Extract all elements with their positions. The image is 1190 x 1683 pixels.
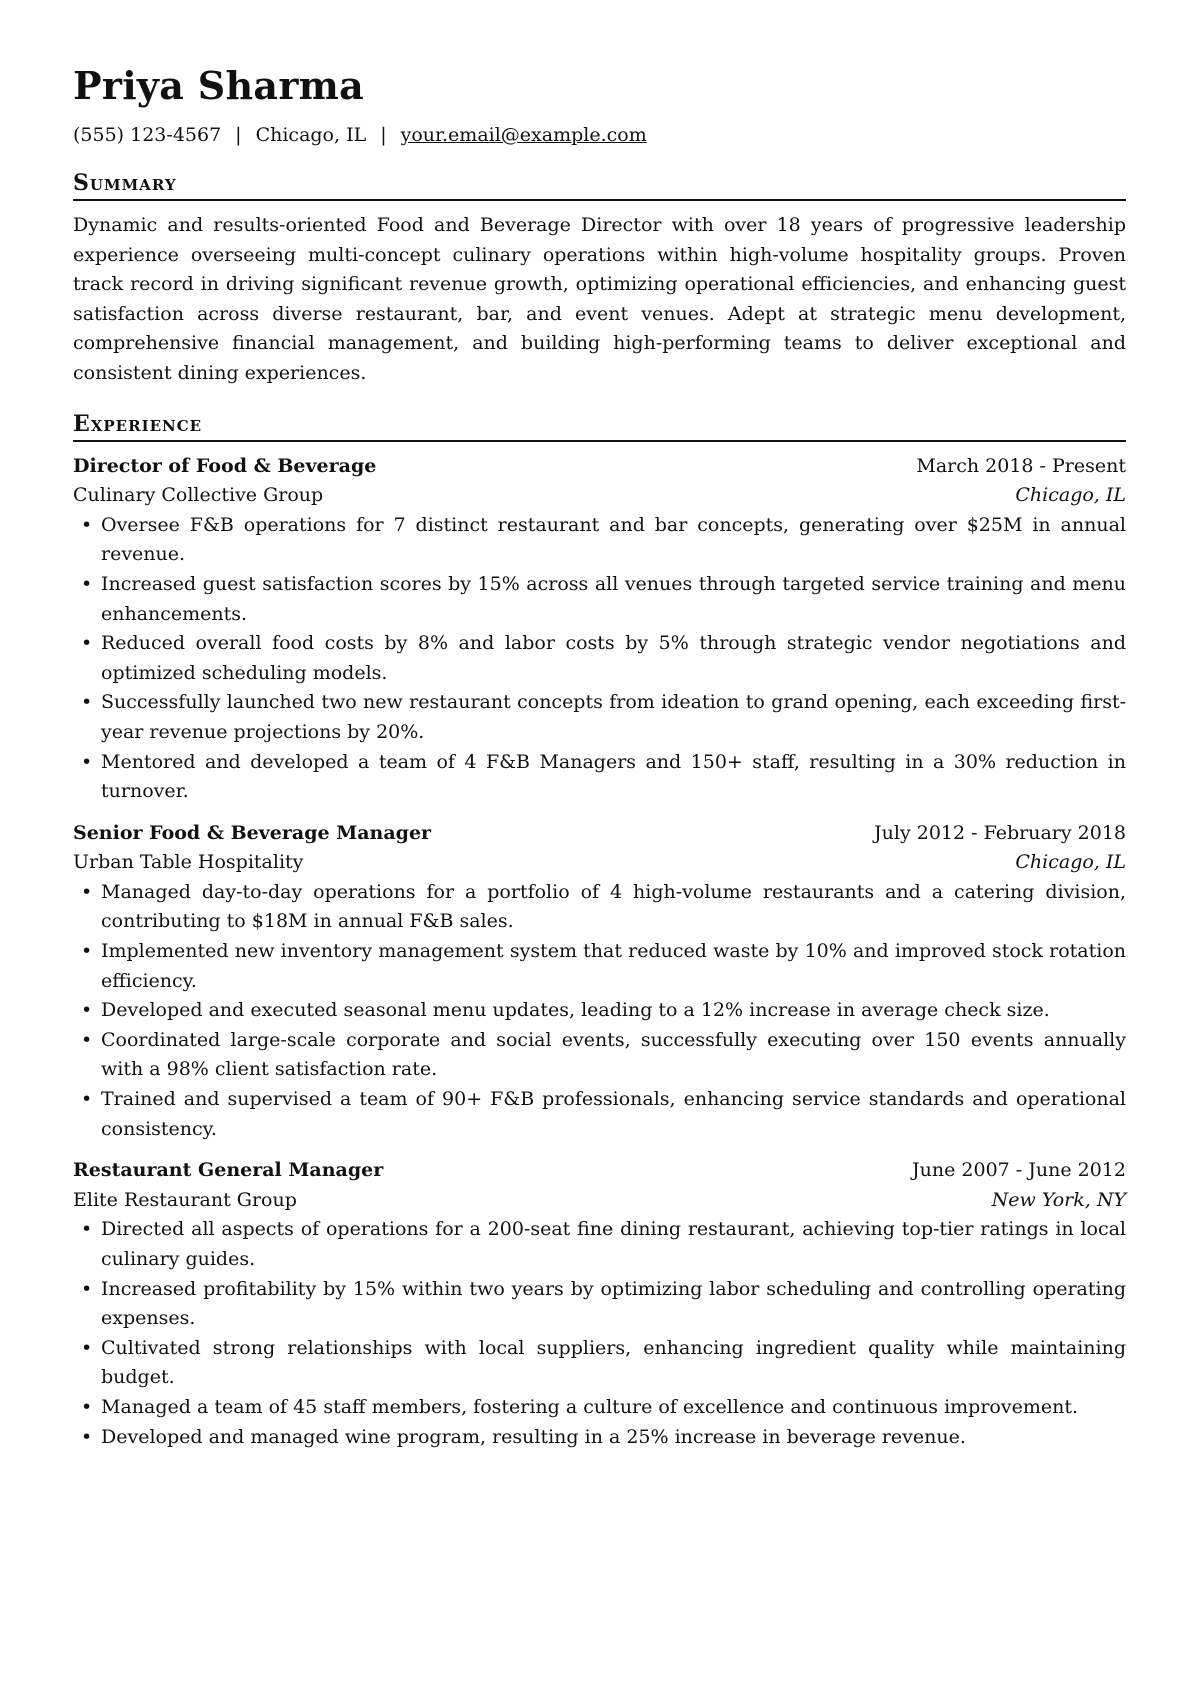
- job-dates: June 2007 - June 2012: [912, 1159, 1126, 1182]
- bullet-text: Directed all aspects of operations for a 200-seat fine dining restaurant, achieving top-tier ratings in local culinary guides.: [101, 1218, 1126, 1270]
- job-title: Restaurant General Manager: [73, 1159, 384, 1182]
- experience-heading: Experience: [73, 411, 1126, 442]
- bullet-item: [73, 1393, 1126, 1423]
- bullet-icon: •: [81, 940, 93, 963]
- bullet-item: [73, 937, 1126, 996]
- job-company-row: [73, 1186, 1126, 1216]
- bullet-text: Reduced overall food costs by 8% and labor costs by 5% through strategic vendor negotiations and optimized scheduling models.: [101, 632, 1126, 684]
- bullet-icon: •: [81, 691, 93, 714]
- bullet-text: Managed a team of 45 staff members, fostering a culture of excellence and continuous improvement.: [101, 1395, 1078, 1418]
- phone-number: (555) 123-4567: [73, 124, 222, 146]
- job-header-row: [73, 819, 1126, 849]
- bullet-text: Developed and executed seasonal menu updates, leading to a 12% increase in average check size.: [101, 999, 1050, 1022]
- company-name: Elite Restaurant Group: [73, 1188, 297, 1211]
- job-dates: March 2018 - Present: [916, 454, 1126, 477]
- job-location: New York, NY: [991, 1188, 1126, 1211]
- bullet-text: Successfully launched two new restaurant concepts from ideation to grand opening, each exceeding first-year revenue projections by 20%.: [101, 691, 1126, 743]
- job-bullet-list: [73, 511, 1126, 807]
- bullet-item: [73, 570, 1126, 629]
- bullet-item: [73, 996, 1126, 1026]
- bullet-icon: •: [81, 513, 93, 536]
- bullet-item: [73, 748, 1126, 807]
- job-header-row: [73, 1156, 1126, 1186]
- job-entry: [73, 452, 1126, 807]
- bullet-icon: •: [81, 999, 93, 1022]
- bullet-icon: •: [81, 1088, 93, 1111]
- job-company-row: [73, 481, 1126, 511]
- bullet-icon: •: [81, 1336, 93, 1359]
- bullet-item: [73, 688, 1126, 747]
- job-title: Director of Food & Beverage: [73, 454, 377, 477]
- job-entry: [73, 819, 1126, 1145]
- contact-line: [73, 122, 1126, 148]
- bullet-item: [73, 1085, 1126, 1144]
- bullet-icon: •: [81, 750, 93, 773]
- bullet-text: Managed day-to-day operations for a portfolio of 4 high-volume restaurants and a catering division, contributing to $18M in annual F&B sales.: [101, 880, 1126, 933]
- job-title: Senior Food & Beverage Manager: [73, 821, 432, 844]
- bullet-icon: •: [81, 572, 93, 595]
- bullet-item: [73, 629, 1126, 688]
- bullet-text: Cultivated strong relationships with local suppliers, enhancing ingredient quality while maintaining budget.: [101, 1336, 1126, 1389]
- bullet-icon: •: [81, 1028, 93, 1051]
- company-name: Urban Table Hospitality: [73, 851, 304, 874]
- bullet-text: Trained and supervised a team of 90+ F&B professionals, enhancing service standards and operational consistency.: [101, 1088, 1126, 1140]
- bullet-item: [73, 1423, 1126, 1453]
- summary-heading: Summary: [73, 170, 1126, 201]
- bullet-text: Oversee F&B operations for 7 distinct restaurant and bar concepts, generating over $25M in annual revenue.: [101, 513, 1126, 566]
- bullet-text: Developed and managed wine program, resulting in a 25% increase in beverage revenue.: [101, 1425, 966, 1448]
- contact-separator: |: [235, 124, 242, 146]
- job-dates: July 2012 - February 2018: [874, 821, 1126, 844]
- resume-page: [73, 62, 1126, 1452]
- bullet-text: Implemented new inventory management system that reduced waste by 10% and improved stock rotation efficiency.: [101, 940, 1126, 992]
- bullet-item: [73, 878, 1126, 937]
- bullet-icon: •: [81, 880, 93, 903]
- job-entry: [73, 1156, 1126, 1452]
- bullet-item: [73, 1334, 1126, 1393]
- job-header-row: [73, 452, 1126, 482]
- bullet-text: Increased guest satisfaction scores by 15% across all venues through targeted service training and menu enhancements.: [101, 572, 1126, 625]
- bullet-icon: •: [81, 1218, 93, 1241]
- job-bullet-list: [73, 1215, 1126, 1452]
- bullet-icon: •: [81, 1395, 93, 1418]
- bullet-icon: •: [81, 1425, 93, 1448]
- job-company-row: [73, 848, 1126, 878]
- bullet-icon: •: [81, 632, 93, 655]
- bullet-item: [73, 1026, 1126, 1085]
- bullet-icon: •: [81, 1277, 93, 1300]
- contact-separator: |: [380, 124, 387, 146]
- job-location: Chicago, IL: [1015, 851, 1126, 874]
- bullet-item: [73, 1215, 1126, 1274]
- bullet-item: [73, 1275, 1126, 1334]
- job-bullet-list: [73, 878, 1126, 1144]
- bullet-text: Coordinated large-scale corporate and social events, successfully executing over 150 events annually with a 98% client satisfaction rate.: [101, 1028, 1126, 1081]
- candidate-name: Priya Sharma: [73, 63, 365, 108]
- bullet-text: Mentored and developed a team of 4 F&B Managers and 150+ staff, resulting in a 30% reduction in turnover.: [101, 750, 1126, 803]
- company-name: Culinary Collective Group: [73, 484, 324, 507]
- summary-paragraph: Dynamic and results-oriented Food and Beverage Director with over 18 years of progressive leadership experience overseeing multi-concept culinary operations within high-volume hospitality groups. Proven track record in driving significant revenue growth, optimizing operational efficiencies, and enhancing guest satisfaction across diverse restaurant, bar, and event venues. Adept at strategic menu development, comprehensive financial management, and building high-performing teams to deliver exceptional and consistent dining experiences.: [73, 214, 1126, 384]
- email-link[interactable]: your.email@example.com: [400, 124, 647, 146]
- bullet-text: Increased profitability by 15% within two years by optimizing labor scheduling and controlling operating expenses.: [101, 1277, 1126, 1330]
- bullet-item: [73, 511, 1126, 570]
- job-location: Chicago, IL: [1015, 484, 1126, 507]
- location-text: Chicago, IL: [255, 124, 367, 146]
